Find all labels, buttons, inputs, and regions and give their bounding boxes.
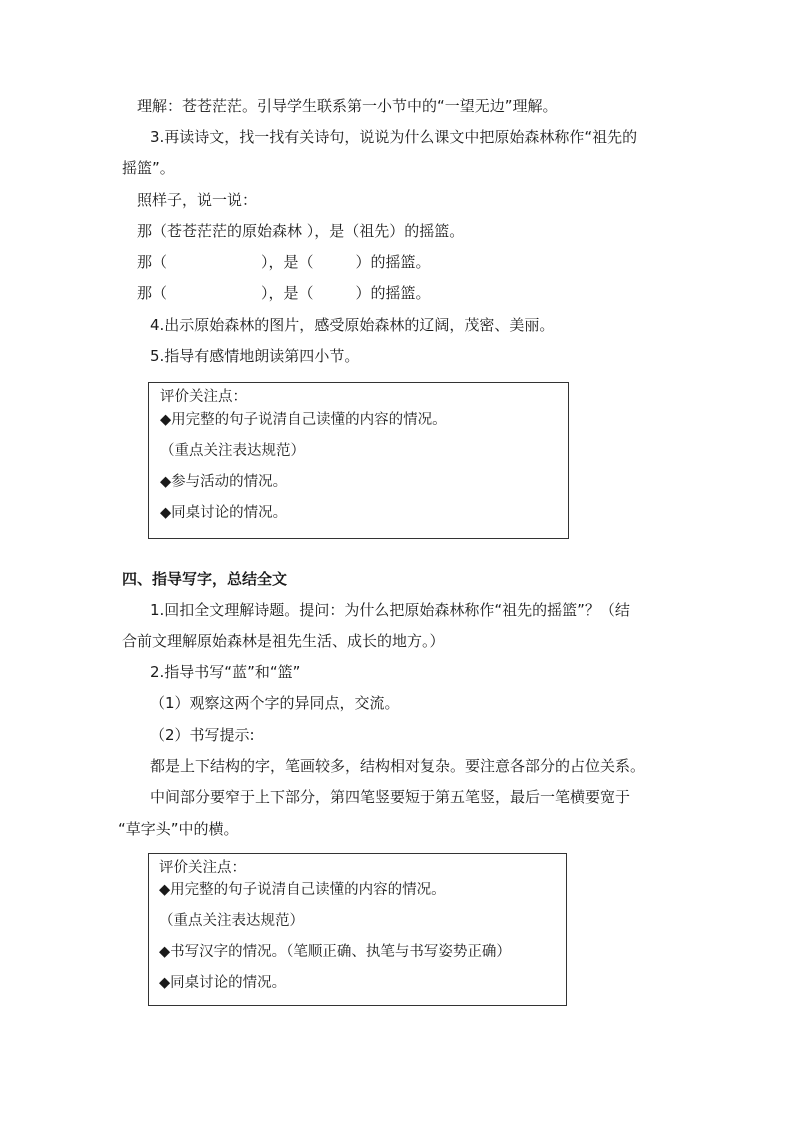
- eval-item: ◆书写汉字的情况。（笔顺正确、执笔与书写姿势正确）: [159, 944, 511, 960]
- fill-mid: ），是（: [261, 253, 314, 271]
- eval-item: ◆同桌讨论的情况。: [160, 505, 288, 521]
- fill-in-row: [137, 283, 431, 303]
- text-line: 照样子，说一说：: [137, 191, 258, 209]
- fill-in-row: [137, 252, 431, 272]
- text-line: 2.指导书写“蓝”和“篮”: [150, 663, 301, 681]
- text-line: 1.回扣全文理解诗题。提问：为什么把原始森林称作“祖先的摇篮”？（结: [150, 601, 630, 619]
- text-line: 合前文理解原始森林是祖先生活、成长的地方。）: [122, 632, 445, 650]
- text-line: 理解：苍苍茫茫。引导学生联系第一小节中的“一望无边”理解。: [137, 97, 558, 115]
- eval-title: 评价关注点：: [159, 860, 246, 876]
- text-line: 中间部分要窄于上下部分，第四笔竖要短于第五笔竖，最后一笔横要宽于: [150, 788, 631, 806]
- text-line: 摇篮”。: [122, 159, 175, 177]
- evaluation-box: [148, 853, 567, 1006]
- text-line: 4.出示原始森林的图片，感受原始森林的辽阔，茂密、美丽。: [150, 316, 555, 334]
- fill-end: ）的摇篮。: [355, 284, 431, 302]
- text-line: 3.再读诗文，找一找有关诗句，说说为什么课文中把原始森林称作“祖先的: [150, 128, 638, 146]
- fill-start: 那（: [137, 284, 168, 302]
- evaluation-box: [148, 382, 569, 539]
- eval-item: ◆用完整的句子说清自己读懂的内容的情况。: [159, 882, 446, 898]
- fill-mid: ），是（: [261, 284, 314, 302]
- fill-start: 那（: [137, 253, 168, 271]
- eval-title: 评价关注点：: [160, 389, 247, 405]
- section-heading: 四、指导写字，总结全文: [122, 570, 288, 588]
- text-line: （1）观察这两个字的异同点，交流。: [150, 694, 400, 712]
- eval-item: ◆同桌讨论的情况。: [159, 975, 287, 991]
- text-line: 5.指导有感情地朗读第四小节。: [150, 347, 360, 365]
- eval-item: ◆参与活动的情况。: [160, 474, 288, 490]
- fill-end: ）的摇篮。: [355, 253, 431, 271]
- example-sentence: 那（苍苍茫茫的原始森林 ），是（祖先）的摇篮。: [137, 222, 465, 240]
- eval-item: ◆用完整的句子说清自己读懂的内容的情况。: [160, 412, 447, 428]
- text-line: 都是上下结构的字，笔画较多，结构相对复杂。要注意各部分的占位关系。: [150, 757, 646, 775]
- eval-item: （重点关注表达规范）: [160, 443, 305, 459]
- eval-item: （重点关注表达规范）: [159, 913, 304, 929]
- text-line: （2）书写提示:: [150, 726, 255, 744]
- text-line: “草字头”中的横。: [118, 820, 239, 838]
